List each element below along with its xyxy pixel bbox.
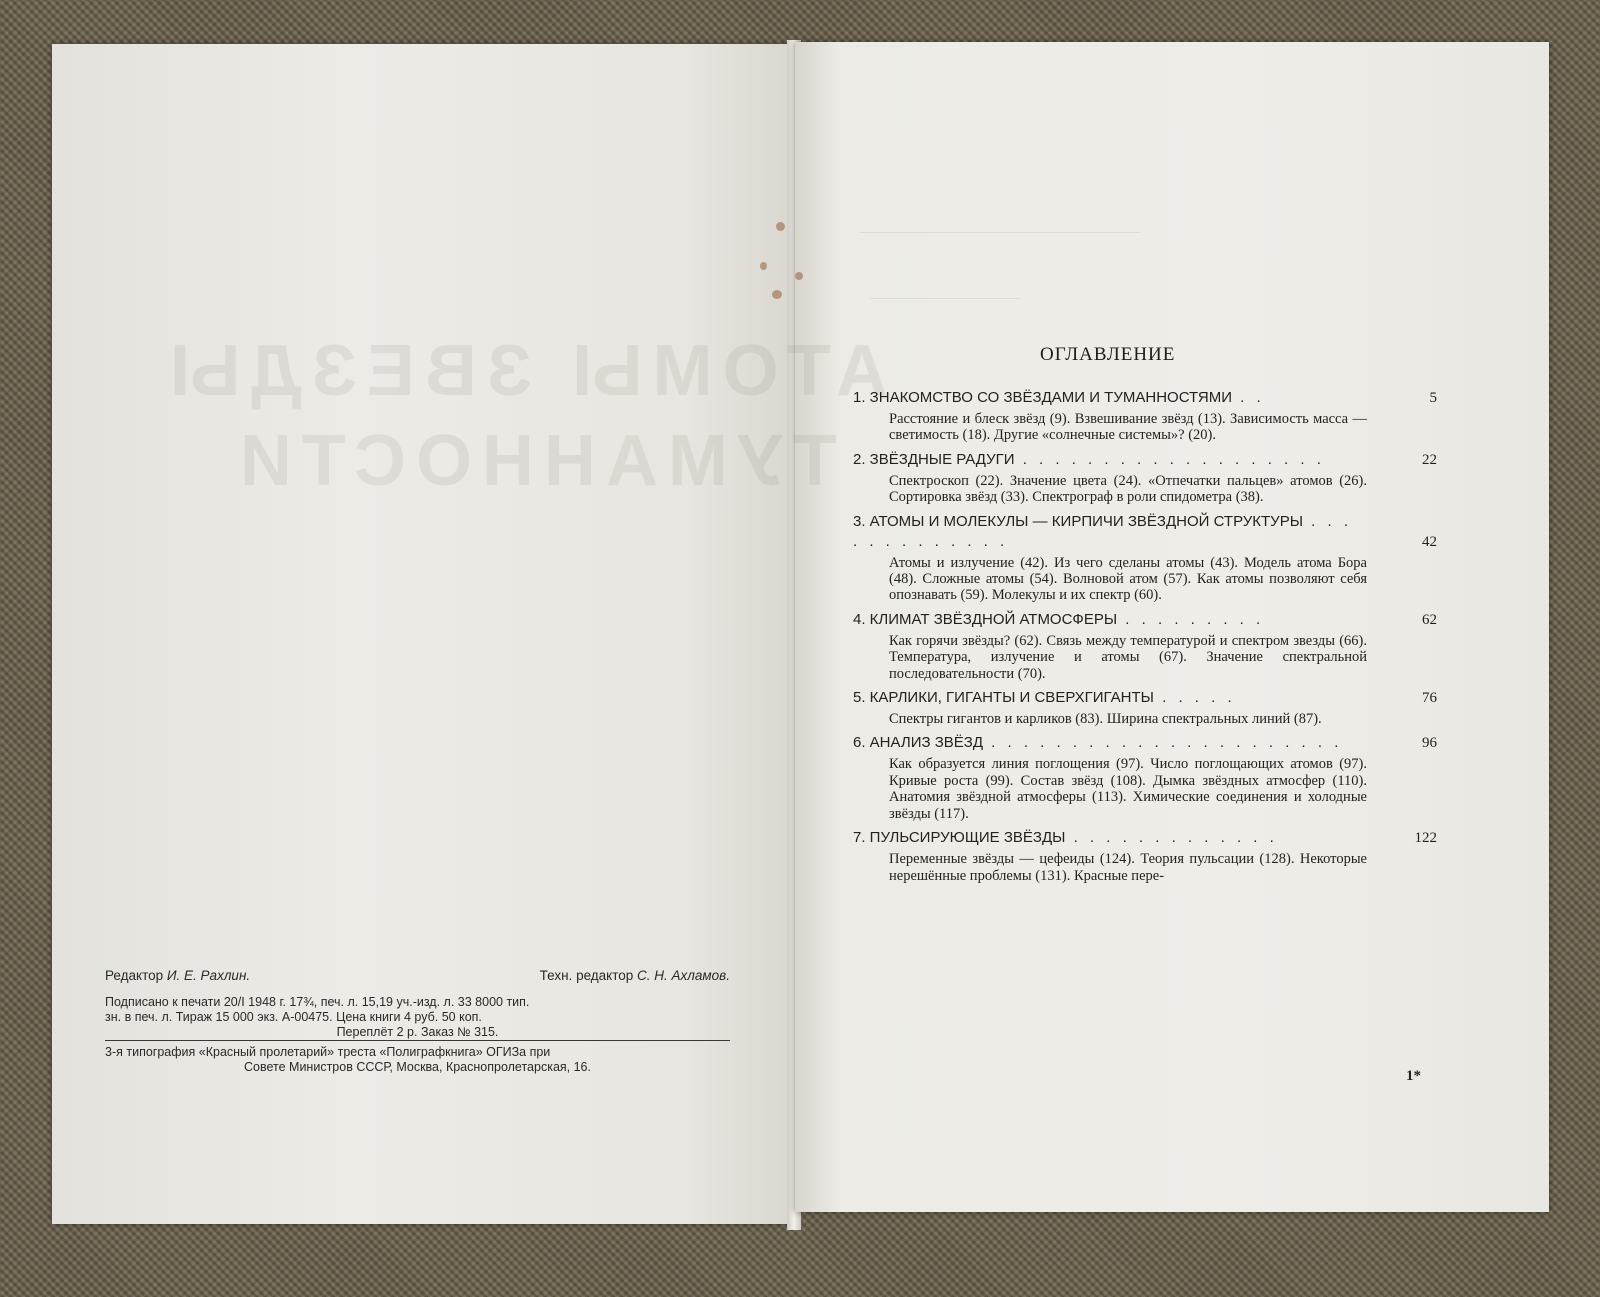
print-info-line: Переплёт 2 р. Заказ № 315. (336, 1025, 499, 1039)
toc-entry (853, 450, 1437, 506)
toc-heading (853, 688, 1437, 708)
toc-entry (853, 733, 1437, 822)
tech-editor-label: Техн. редактор (539, 968, 634, 983)
tech-editor-name: С. Н. Ахламов. (637, 968, 730, 983)
typography-info (105, 1045, 730, 1075)
toc-heading-text: 1. ЗНАКОМСТВО СО ЗВЁЗДАМИ И ТУМАННОСТЯМИ (853, 389, 1232, 406)
toc-page-number: 62 (1422, 611, 1437, 628)
editor-credit (105, 968, 250, 983)
toc-page-number: 5 (1429, 390, 1437, 406)
toc-entry (853, 610, 1437, 682)
toc-heading (853, 512, 1437, 552)
show-through-line (870, 298, 1020, 299)
show-through-line (860, 232, 1140, 233)
toc-subtopics: Спектры гигантов и карликов (83). Ширина спектральных линий (87). (889, 711, 1322, 728)
toc-entry (853, 688, 1437, 727)
toc-heading-text: 3. АТОМЫ И МОЛЕКУЛЫ — КИРПИЧИ ЗВЁЗДНОЙ СТРУКТУРЫ (853, 512, 1303, 530)
leader-dots: . . . . . (1153, 689, 1236, 707)
stain-spot (776, 222, 785, 231)
typography-line: 3-я типография «Красный пролетарий» треста «Полиграфкнига» ОГИЗа при (105, 1045, 551, 1059)
typography-line: Совете Министров СССР, Москва, Краснопролетарская, 16. (244, 1060, 591, 1074)
print-info (105, 995, 730, 1040)
editor-label: Редактор (105, 968, 164, 983)
toc-subtopics: Спектроскоп (22). Значение цвета (24). «Отпечатки пальцев» атомов (26). Сортировка звёзд (33). Спектрограф в роли спидометра (38). (889, 472, 1367, 506)
leader-dots: . . (1231, 389, 1265, 406)
toc-page-number: 42 (1422, 533, 1437, 550)
toc-subtopics: Атомы и излучение (42). Из чего сделаны атомы (43). Модель атома Бора (48). Сложные атомы (54). Волновой атом (57). Как атомы позволяют себя опознавать (59). Молекулы и их спектр (60). (889, 554, 1367, 604)
editor-name: И. Е. Рахлин. (166, 968, 251, 983)
toc-heading-text: 5. КАРЛИКИ, ГИГАНТЫ И СВЕРХГИГАНТЫ (853, 689, 1154, 707)
print-info-line: Подписано к печати 20/I 1948 г. 17¾, печ. л. 15,19 уч.-изд. л. 33 8000 тип. (105, 995, 530, 1009)
signature-mark: 1* (1406, 1068, 1421, 1084)
toc-subtopics: Как горячи звёзды? (62). Связь между температурой и спектром звезды (66). Температура, излучение и атомы (67). Значение спектральной последовательности (70). (889, 632, 1367, 682)
toc-heading (853, 388, 1437, 408)
toc-page-number: 22 (1422, 451, 1437, 468)
toc-page-number: 76 (1422, 690, 1437, 707)
stain-spot (795, 272, 803, 280)
toc-heading (853, 733, 1437, 753)
toc-page-number: 96 (1422, 735, 1437, 752)
leader-dots: . . . . . . . . . . . . . . . . . . . . . . (983, 734, 1343, 752)
toc-subtopics: Как образуется линия поглощения (97). Число поглощающих атомов (97). Кривые роста (99). Состав звёзд (108). Дымка звёздных атмосфер (110). Анатомия звёздной атмосферы (113). Химические соединения и холодные звёзды (117). (889, 756, 1367, 822)
stain-spot (760, 262, 767, 270)
toc-heading (853, 610, 1437, 630)
toc-page-number: 122 (1414, 830, 1437, 847)
toc-title: ОГЛАВЛЕНИЕ (1040, 344, 1176, 365)
toc-subtopics: Расстояние и блеск звёзд (9). Взвешивание звёзд (13). Зависимость масса — светимость (18). Другие «солнечные системы»? (20). (889, 411, 1367, 444)
tech-editor-credit (540, 968, 730, 983)
toc-entry (853, 388, 1437, 444)
show-through-title-line-1: ATOMЫ ЗВЕЗДЫ (160, 331, 888, 411)
toc-subtopics: Переменные звёзды — цефеиды (124). Теория пульсации (128). Некоторые нерешённые проблемы (131). Красные пере- (889, 851, 1367, 884)
toc-heading-text: 2. ЗВЁЗДНЫЕ РАДУГИ (853, 450, 1015, 468)
toc-heading-text: 4. КЛИМАТ ЗВЁЗДНОЙ АТМОСФЕРЫ (853, 610, 1118, 628)
imprint-divider (105, 1040, 730, 1041)
toc-heading (853, 828, 1437, 848)
show-through-title-line-2: ТУМАННОСТИ (230, 421, 837, 501)
toc-entry (853, 828, 1437, 884)
print-info-line: зн. в печ. л. Тираж 15 000 экз. А-00475. Цена книги 4 руб. 50 коп. (105, 1010, 482, 1024)
toc-entry (853, 512, 1437, 604)
leader-dots: . . . . . . . . . . . . . . . . . . . (1014, 450, 1325, 468)
leader-dots: . . . . . . . . . (1117, 610, 1265, 628)
toc-heading-text: 7. ПУЛЬСИРУЮЩИЕ ЗВЁЗДЫ (853, 829, 1066, 847)
editors-line (105, 968, 730, 983)
leader-dots: . . . . . . . . . . . . . (1065, 829, 1278, 847)
toc-heading-text: 6. АНАЛИЗ ЗВЁЗД (853, 734, 983, 752)
toc-heading (853, 450, 1437, 470)
leader-dots: . . . . . . . . . . . . . (853, 512, 1353, 550)
table-of-contents (853, 388, 1437, 890)
stain-spot (772, 290, 782, 299)
